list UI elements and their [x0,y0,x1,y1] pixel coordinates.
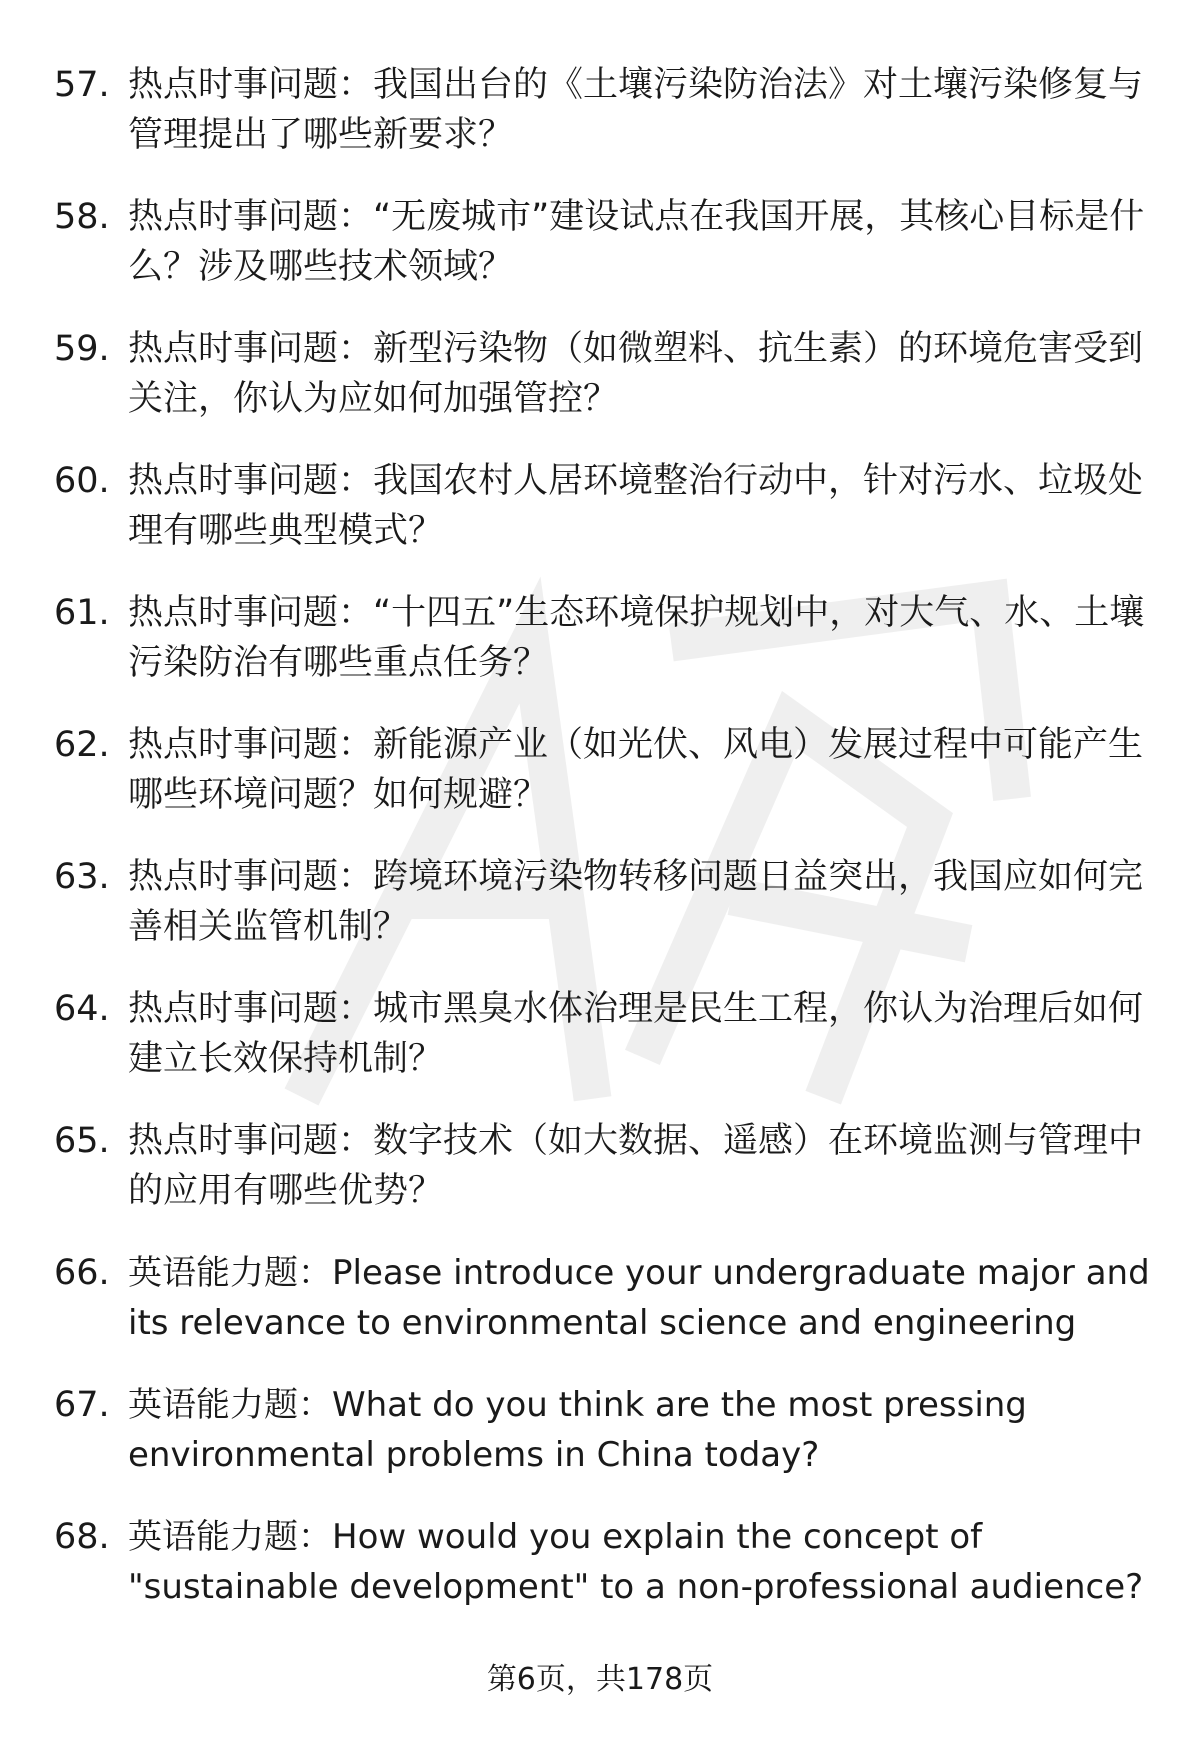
question-text: 热点时事问题：新能源产业（如光伏、风电）发展过程中可能产生哪些环境问题？如何规避？ [128,725,1144,815]
question-text: 热点时事问题：城市黑臭水体治理是民生工程，你认为治理后如何建立长效保持机制？ [128,989,1144,1079]
question-item [0,192,1200,324]
page-number-footer: 第6页，共178页 [486,1662,714,1697]
question-item [0,588,1200,720]
question-text: 热点时事问题：跨境环境污染物转移问题日益突出，我国应如何完善相关监管机制？ [128,857,1144,947]
question-item [0,852,1200,984]
question-list [0,60,1200,1644]
question-number: 65. [54,1121,110,1161]
question-text: 热点时事问题：新型污染物（如微塑料、抗生素）的环境危害受到关注，你认为应如何加强管控？ [128,329,1144,419]
question-number: 62. [54,725,110,765]
question-number: 64. [54,989,110,1029]
question-item [0,1380,1200,1512]
question-text: 热点时事问题：数字技术（如大数据、遥感）在环境监测与管理中的应用有哪些优势？ [128,1121,1144,1211]
question-text: 英语能力题：How would you explain the concept of "sustainable development" to a non-professional audience? [128,1517,1144,1607]
question-text: 热点时事问题：我国农村人居环境整治行动中，针对污水、垃圾处理有哪些典型模式？ [128,461,1144,551]
question-number: 60. [54,461,110,501]
question-number: 58. [54,197,110,237]
question-text: 英语能力题：Please introduce your undergraduate major and its relevance to environmental science and engineering [128,1253,1150,1343]
question-number: 57. [54,65,110,105]
question-number: 68. [54,1517,110,1557]
question-item [0,1248,1200,1380]
question-number: 67. [54,1385,110,1425]
question-number: 61. [54,593,110,633]
question-item [0,60,1200,192]
question-item [0,456,1200,588]
question-item [0,1512,1200,1644]
question-item [0,720,1200,852]
question-item [0,984,1200,1116]
question-number: 59. [54,329,110,369]
question-number: 63. [54,857,110,897]
question-text: 英语能力题：What do you think are the most pressing environmental problems in China today? [128,1385,1027,1475]
question-text: 热点时事问题：“十四五”生态环境保护规划中，对大气、水、土壤污染防治有哪些重点任务？ [128,593,1145,683]
question-text: 热点时事问题：我国出台的《土壤污染防治法》对土壤污染修复与管理提出了哪些新要求？ [128,65,1144,155]
question-text: 热点时事问题：“无废城市”建设试点在我国开展，其核心目标是什么？涉及哪些技术领域？ [128,197,1145,287]
question-item [0,1116,1200,1248]
question-item [0,324,1200,456]
question-number: 66. [54,1253,110,1293]
